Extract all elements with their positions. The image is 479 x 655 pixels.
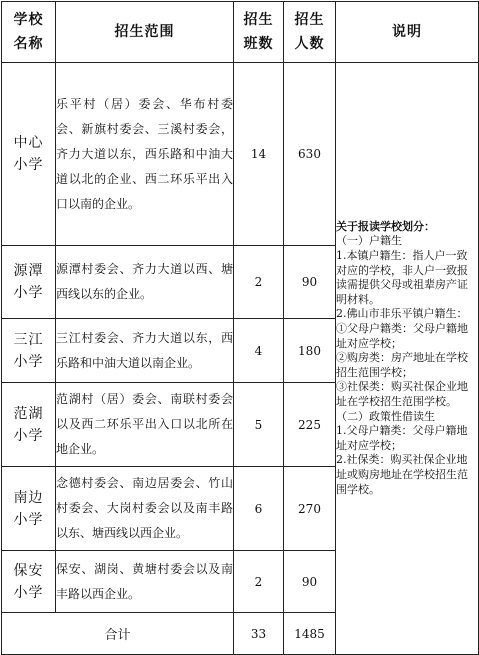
class-count: 2 <box>234 246 284 319</box>
class-count: 14 <box>234 63 284 246</box>
total-students: 1485 <box>284 613 336 655</box>
header-people <box>284 2 336 63</box>
school-name-line1: 源潭 <box>13 263 44 279</box>
note-line: 2.佛山市非乐平镇户籍生： <box>336 307 468 321</box>
header-people-line2: 人数 <box>294 36 325 52</box>
student-count: 90 <box>284 551 336 613</box>
student-count: 90 <box>284 246 336 319</box>
class-count: 2 <box>234 551 284 613</box>
school-name <box>2 63 56 246</box>
note-line: 1.本镇户籍生：指人户一致对应的学校，非人户一致报读需提供父母或祖辈房产证明材料。 <box>336 249 468 306</box>
table-header-row <box>2 2 479 63</box>
note-line: （一）户籍生 <box>336 234 402 248</box>
school-name-line1: 南边 <box>13 489 44 506</box>
note-line: ①父母户籍类：父母户籍地址对应学校； <box>336 322 468 350</box>
enrollment-range: 三江村委会、齐力大道以东，西乐路和中油大道以南企业。 <box>56 319 234 383</box>
school-name-line2: 小学 <box>13 353 44 370</box>
school-name <box>2 246 56 319</box>
enrollment-range: 保安、湖岗、黄塘村委会以及南丰路以西企业。 <box>56 551 234 613</box>
class-count: 4 <box>234 319 284 383</box>
school-name-line2: 小学 <box>13 157 44 173</box>
policy-note <box>336 63 479 655</box>
header-school-name-line2: 名称 <box>13 36 44 52</box>
school-name-line2: 小学 <box>13 511 44 528</box>
total-label: 合计 <box>2 613 234 655</box>
note-line: ②购房类：房产地址在学校招生范围学校； <box>336 351 468 379</box>
school-name <box>2 319 56 383</box>
note-line: （二）政策性借读生 <box>336 409 435 423</box>
note-line: ③社保类：购买社保企业地址在学校招生范围学校。 <box>336 380 468 408</box>
enrollment-range: 念德村委会、南边居委会、竹山村委会、大岗村委会以及南丰路以东、塘西线以西企业。 <box>56 467 234 551</box>
class-count: 5 <box>234 383 284 467</box>
header-school-name-line1: 学校 <box>13 12 44 28</box>
student-count: 630 <box>284 63 336 246</box>
school-name-line2: 小学 <box>13 584 44 601</box>
student-count: 225 <box>284 383 336 467</box>
school-name-line2: 小学 <box>13 427 44 444</box>
header-school-name <box>2 2 56 63</box>
school-name <box>2 467 56 551</box>
table-row <box>2 63 479 246</box>
note-line: 1.父母户籍类：父母户籍地址对应学校； <box>336 424 468 452</box>
school-name <box>2 383 56 467</box>
header-classes-line1: 招生 <box>243 12 274 28</box>
header-classes-line2: 班数 <box>243 36 274 52</box>
school-name-line1: 中心 <box>13 135 44 151</box>
school-name-line1: 三江 <box>13 331 44 348</box>
school-name <box>2 551 56 613</box>
enrollment-table <box>1 1 479 655</box>
enrollment-range: 乐平村（居）委会、华布村委会、新旗村委会、三溪村委会，齐力大道以东，西乐路和中油大道以北的企业、西二环乐平出入口以南的企业。 <box>56 63 234 246</box>
school-name-line1: 范湖 <box>13 405 44 422</box>
header-range-label: 招生范围 <box>114 24 175 40</box>
class-count: 6 <box>234 467 284 551</box>
student-count: 180 <box>284 319 336 383</box>
enrollment-range: 源潭村委会、齐力大道以西、塘西线以东的企业。 <box>56 246 234 319</box>
enrollment-range: 范湖村（居）委会、南联村委会以及西二环乐平出入口以北所在地企业。 <box>56 383 234 467</box>
header-people-line1: 招生 <box>294 12 325 28</box>
header-range <box>56 2 234 63</box>
note-title: 关于报读学校划分： <box>336 219 435 233</box>
total-classes: 33 <box>234 613 284 655</box>
student-count: 270 <box>284 467 336 551</box>
school-name-line2: 小学 <box>13 285 44 301</box>
header-classes <box>234 2 284 63</box>
school-name-line1: 保安 <box>13 562 44 579</box>
header-note-label: 说明 <box>392 24 422 40</box>
header-note <box>336 2 479 63</box>
note-line: 2.社保类：购买社保企业地址或购房地址在学校招生范围学校。 <box>336 453 468 496</box>
